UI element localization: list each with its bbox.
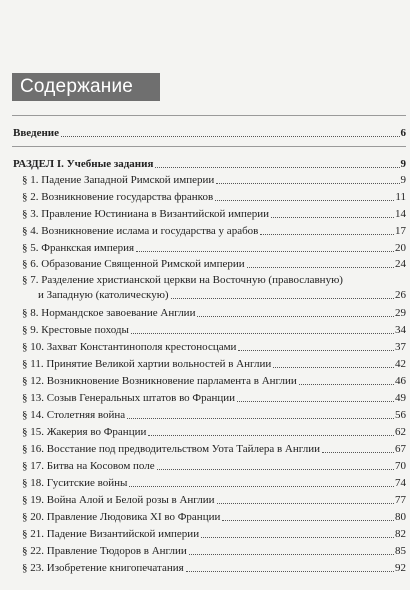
toc-entry-page: 34: [395, 324, 406, 336]
toc-entry-label: § 18. Гуситские войны: [22, 477, 128, 489]
leader-dots: [237, 400, 394, 402]
toc-entry-page: 85: [395, 545, 406, 557]
toc-entry-page: 49: [395, 392, 406, 404]
toc-entry-page: 80: [395, 511, 406, 523]
header-bar: [12, 73, 160, 101]
leader-dots: [217, 502, 395, 504]
toc-section-page: 9: [400, 158, 406, 170]
leader-dots: [136, 250, 394, 252]
toc-entry-label: § 22. Правление Тюдоров в Англии: [22, 545, 187, 557]
toc-entry[interactable]: [22, 458, 406, 473]
toc-entry-label: § 5. Франкская империя: [22, 242, 135, 254]
leader-dots: [155, 166, 399, 168]
toc-entry-label: § 12. Возникновение Возникновение парламента в Англии: [22, 375, 297, 387]
toc-entry[interactable]: [22, 206, 406, 221]
toc-entry-page: 11: [395, 191, 406, 203]
toc-entry-label: § 14. Столетняя война: [22, 409, 126, 421]
toc-entry-page: 74: [395, 477, 406, 489]
toc-intro-label: Введение: [13, 127, 60, 139]
leader-dots: [222, 519, 394, 521]
toc-entry-page: 42: [395, 358, 406, 370]
top-rule: [12, 115, 406, 116]
leader-dots: [299, 383, 394, 385]
leader-dots: [215, 199, 394, 201]
toc-entry-label: § 4. Возникновение ислама и государства у арабов: [22, 225, 259, 237]
toc-entry[interactable]: [22, 373, 406, 388]
toc-entry-label: § 16. Восстание под предводительством Уота Тайлера в Англии: [22, 443, 320, 455]
leader-dots: [260, 233, 394, 235]
toc-entry-label: § 11. Принятие Великой хартии вольностей в Англии: [22, 358, 272, 370]
toc-entry-page: 62: [395, 426, 406, 438]
leader-dots: [127, 417, 394, 419]
toc-section[interactable]: [13, 156, 406, 171]
toc-entry-page: 77: [395, 494, 406, 506]
leader-dots: [148, 434, 394, 436]
toc-entry-page: 70: [395, 460, 406, 472]
toc-entry[interactable]: [22, 509, 406, 524]
toc-entry[interactable]: [22, 256, 406, 271]
toc-entry[interactable]: [22, 339, 406, 354]
toc-entry-label: § 13. Созыв Генеральных штатов во Франции: [22, 392, 236, 404]
toc-entry[interactable]: [22, 475, 406, 490]
toc-entry[interactable]: [22, 305, 406, 320]
leader-dots: [273, 366, 394, 368]
toc-entry-page: 82: [395, 528, 406, 540]
toc-entry-label: § 6. Образование Священной Римской империи: [22, 258, 245, 270]
leader-dots: [157, 468, 394, 470]
leader-dots: [186, 570, 394, 572]
toc-entry[interactable]: [22, 189, 406, 204]
toc-entry-page: 56: [395, 409, 406, 421]
toc-entry[interactable]: [22, 240, 406, 255]
mid-rule: [12, 146, 406, 147]
toc-entry-label: § 3. Правление Юстиниана в Византийской империи: [22, 208, 270, 220]
leader-dots: [322, 451, 394, 453]
toc-entry-label: § 9. Крестовые походы: [22, 324, 129, 336]
toc-entry-page: 17: [395, 225, 406, 237]
toc-entry[interactable]: [22, 441, 406, 456]
toc-entry[interactable]: [22, 390, 406, 405]
leader-dots: [271, 216, 394, 218]
toc-entry[interactable]: [22, 560, 406, 575]
toc-entry[interactable]: [22, 543, 406, 558]
toc-entry-page: 14: [395, 208, 406, 220]
leader-dots: [129, 485, 394, 487]
leader-dots: [216, 182, 399, 184]
toc-entry-page: 92: [395, 562, 406, 574]
leader-dots: [201, 536, 394, 538]
toc-entry[interactable]: [22, 424, 406, 439]
toc-entry[interactable]: [22, 322, 406, 337]
page-title: Содержание: [20, 76, 134, 97]
toc-entry-label: § 23. Изобретение книгопечатания: [22, 562, 184, 574]
toc-entry[interactable]: [22, 407, 406, 422]
toc-entry[interactable]: [22, 492, 406, 507]
toc-entry-label: § 10. Захват Константинополя крестоносцами: [22, 341, 237, 353]
toc-section-label: РАЗДЕЛ I. Учебные задания: [13, 158, 154, 170]
toc-entry-label: § 20. Правление Людовика XI во Франции: [22, 511, 221, 523]
leader-dots: [131, 332, 394, 334]
toc-entry[interactable]: [22, 172, 406, 187]
toc-entry[interactable]: [22, 356, 406, 371]
toc-entry[interactable]: [38, 287, 406, 302]
toc-entry-label: § 15. Жакерия во Франции: [22, 426, 147, 438]
leader-dots: [61, 135, 399, 137]
toc-entry-label-continued: и Западную (католическую): [38, 289, 169, 301]
leader-dots: [171, 297, 394, 299]
toc-intro-page: 6: [400, 127, 406, 139]
leader-dots: [197, 315, 394, 317]
toc-entry-page: 20: [395, 242, 406, 254]
toc-entry-page: 46: [395, 375, 406, 387]
toc-entry-page: 67: [395, 443, 406, 455]
leader-dots: [247, 266, 394, 268]
toc-entry-page: 29: [395, 307, 406, 319]
toc-entry-label: § 19. Война Алой и Белой розы в Англии: [22, 494, 215, 506]
leader-dots: [189, 553, 394, 555]
toc-entry-page: 9: [400, 174, 406, 186]
leader-dots: [238, 349, 394, 351]
toc-entry-page: 26: [395, 289, 406, 301]
toc-entry-label: § 2. Возникновение государства франков: [22, 191, 214, 203]
toc-entry[interactable]: [22, 223, 406, 238]
toc-entry[interactable]: [22, 526, 406, 541]
toc-entry-label: § 8. Нормандское завоевание Англии: [22, 307, 196, 319]
toc-entry-label: § 21. Падение Византийской империи: [22, 528, 200, 540]
toc-entry-label: § 1. Падение Западной Римской империи: [22, 174, 215, 186]
toc-entry-label: § 17. Битва на Косовом поле: [22, 460, 155, 472]
toc-entry-page: 37: [395, 341, 406, 353]
toc-intro[interactable]: [13, 125, 406, 140]
toc-entry-page: 24: [395, 258, 406, 270]
toc-entry-label[interactable]: § 7. Разделение христианской церкви на Восточную (православную): [22, 274, 343, 286]
